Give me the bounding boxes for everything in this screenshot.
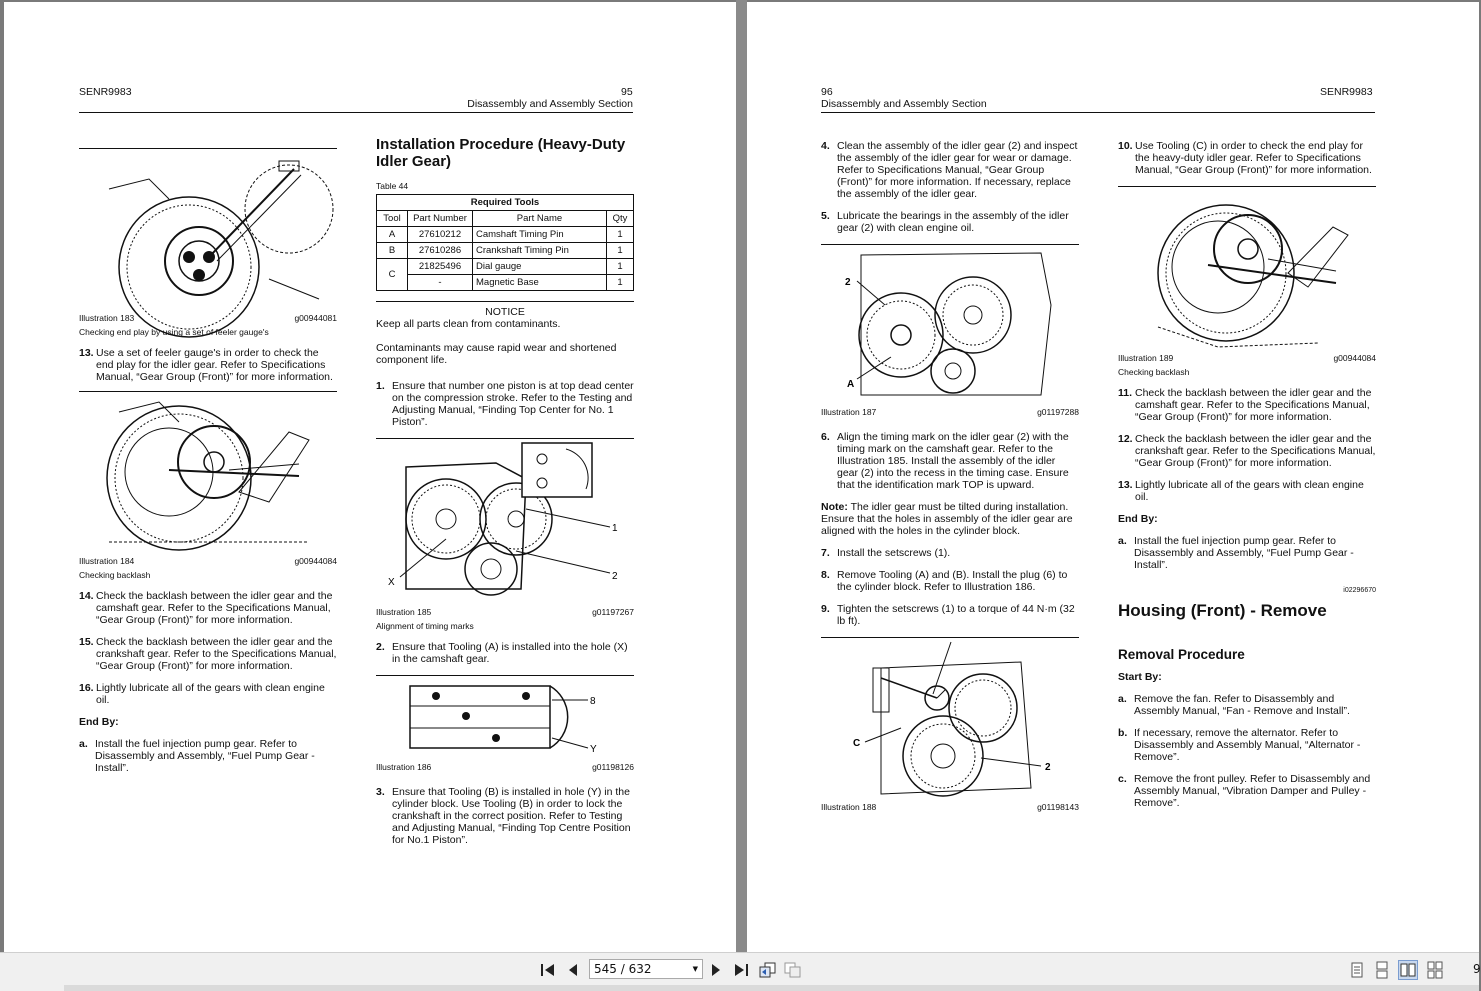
- step-text: Use Tooling (C) in order to check the end play for the heavy-duty idler gear. Refer to Specifications Manual, “Gear Group (Front)” for more information.: [1135, 140, 1372, 176]
- table-cell: 1: [607, 275, 634, 291]
- step-13: [1118, 479, 1376, 503]
- cylinder-block-drawing: [376, 676, 634, 760]
- table-row: [377, 243, 634, 259]
- table-cell: 1: [607, 259, 634, 275]
- step-number: 10.: [1118, 140, 1133, 152]
- illustration-188: [821, 637, 1079, 812]
- doc-code: SENR9983: [79, 86, 132, 98]
- removal-heading: Removal Procedure: [1118, 647, 1245, 662]
- next-page-button[interactable]: [706, 960, 726, 980]
- section-title: Disassembly and Assembly Section: [467, 98, 633, 110]
- figure-label: Illustration 185: [376, 607, 432, 617]
- figure-ref: g01198126: [592, 762, 634, 772]
- note-text: The idler gear must be tilted during installation. Ensure that the holes in assembly of the idler gear are aligned with the holes in the cylinder block.: [821, 501, 1073, 537]
- table-row: [377, 259, 634, 275]
- step-number: 16.: [79, 682, 94, 694]
- page-number: 96: [821, 86, 833, 98]
- previous-page-button[interactable]: [563, 960, 583, 980]
- step-number: 4.: [821, 140, 830, 152]
- go-back-view-button[interactable]: [758, 960, 778, 980]
- timing-marks-drawing: [376, 439, 634, 605]
- notice-text: Contaminants may cause rapid wear and shortened component life.: [376, 342, 617, 366]
- page-number-selector[interactable]: [589, 959, 703, 979]
- step-5: [821, 210, 1079, 234]
- step-number: 3.: [376, 786, 385, 798]
- step-number: a.: [1118, 693, 1127, 705]
- step-text: Check the backlash between the idler gear and the crankshaft gear. Refer to the Specifications Manual, “Gear Group (Front)” for more information.: [1135, 433, 1376, 469]
- continuous-icon: [1375, 962, 1389, 978]
- illustration-184: [79, 391, 337, 580]
- table-cell: 1: [607, 243, 634, 259]
- previous-page-icon: [567, 963, 579, 977]
- illustration-186: [376, 675, 634, 772]
- step-text: Ensure that Tooling (A) is installed into the hole (X) in the camshaft gear.: [392, 641, 628, 665]
- dial-gauge-drawing: [821, 638, 1079, 800]
- start-by-c: [1118, 773, 1376, 809]
- table-cell: 27610286: [408, 243, 473, 259]
- table-row: [377, 275, 634, 291]
- document-id: i02296670: [1343, 587, 1376, 594]
- step-number: 7.: [821, 547, 830, 559]
- step-text: Ensure that number one piston is at top dead center on the compression stroke. Refer to the Testing and Adjusting Manual, “Finding Top Center for No. 1 Piston”.: [392, 380, 634, 428]
- step-text: Install the fuel injection pump gear. Refer to Disassembly and Assembly, “Fuel Pump Gear - Install”.: [95, 738, 315, 774]
- step-number: 8.: [821, 569, 830, 581]
- illustration-185: [376, 438, 634, 631]
- table-cell: Crankshaft Timing Pin: [473, 243, 607, 259]
- illustration-183: [79, 148, 337, 337]
- housing-heading: Housing (Front) - Remove: [1118, 601, 1327, 620]
- callout: Y: [590, 744, 597, 755]
- figure-label: Illustration 183: [79, 313, 135, 323]
- step-number: a.: [1118, 535, 1127, 547]
- callout: 2: [612, 571, 618, 582]
- callout: A: [847, 379, 855, 390]
- single-page-icon: [1350, 962, 1364, 978]
- chevron-down-icon: ▼: [692, 965, 698, 973]
- step-4: [821, 140, 1079, 200]
- page-gutter: [736, 0, 747, 952]
- figure-ref: g01197288: [1037, 407, 1079, 417]
- start-by-label: Start By:: [1118, 671, 1162, 683]
- step-10: [1118, 140, 1376, 176]
- last-page-button[interactable]: [731, 960, 751, 980]
- step-14: [79, 590, 337, 626]
- table-cell: B: [377, 243, 408, 259]
- left-column: [79, 148, 337, 774]
- step-text: Check the backlash between the idler gear and the camshaft gear. Refer to the Specifications Manual, “Gear Group (Front)” for more information.: [1135, 387, 1372, 423]
- callout: 2: [1045, 762, 1051, 773]
- step-16: [79, 682, 337, 706]
- last-page-icon: [733, 963, 749, 977]
- table-cell: -: [408, 275, 473, 291]
- step-number: 13.: [1118, 479, 1133, 491]
- figure-caption: Alignment of timing marks: [376, 621, 474, 631]
- page-number: 95: [621, 86, 633, 98]
- callout: C: [853, 738, 861, 749]
- required-tools-table: [376, 194, 634, 291]
- table-cell: Camshaft Timing Pin: [473, 227, 607, 243]
- step-number: 13.: [79, 347, 94, 359]
- step-text: Install the setscrews (1).: [837, 547, 951, 559]
- step-number: 15.: [79, 636, 94, 648]
- step-number: a.: [79, 738, 88, 750]
- table-cell: Dial gauge: [473, 259, 607, 275]
- step-9: [821, 603, 1079, 627]
- left-column: [821, 130, 1079, 816]
- right-page: [747, 2, 1479, 952]
- step-text: Remove the fan. Refer to Disassembly and Assembly Manual, “Fan - Remove and Install”.: [1134, 693, 1350, 717]
- figure-ref: g00944081: [294, 313, 337, 323]
- step-text: Remove Tooling (A) and (B). Install the plug (6) to the cylinder block. Refer to Illustration 186.: [837, 569, 1068, 593]
- figure-caption: Checking end play by using a set of feeler gauge's: [79, 327, 269, 337]
- next-page-icon: [710, 963, 722, 977]
- note-label: Note:: [821, 501, 848, 513]
- table-cell: 1: [607, 227, 634, 243]
- start-by-b: [1118, 727, 1376, 763]
- step-number: 14.: [79, 590, 94, 602]
- end-by-a: [1118, 535, 1376, 571]
- zoom-level[interactable]: 9: [1473, 962, 1481, 976]
- table-row: [377, 227, 634, 243]
- step-text: Install the fuel injection pump gear. Refer to Disassembly and Assembly, “Fuel Pump Gear - Install”.: [1134, 535, 1354, 571]
- illustration-187: [821, 244, 1079, 417]
- step-text: Tighten the setscrews (1) to a torque of 44 N·m (32 lb ft).: [837, 603, 1075, 627]
- start-by-a: [1118, 693, 1376, 717]
- left-page: [4, 2, 736, 952]
- step-text: Check the backlash between the idler gear and the camshaft gear. Refer to the Specifications Manual, “Gear Group (Front)” for more information.: [96, 590, 333, 626]
- continuous-facing-view-button[interactable]: [1425, 960, 1445, 980]
- gear-endplay-drawing: [79, 149, 337, 311]
- column-header: Part Number: [408, 211, 473, 227]
- right-column: [1118, 130, 1376, 809]
- right-column: [376, 136, 634, 846]
- step-number: 9.: [821, 603, 830, 615]
- step-3: [376, 786, 634, 846]
- installation-heading: Installation Procedure (Heavy-Duty Idler Gear): [376, 136, 626, 170]
- figure-ref: g00944084: [294, 556, 337, 566]
- first-page-button[interactable]: [538, 960, 558, 980]
- end-by-label: End By:: [1118, 513, 1158, 525]
- notice-box: [376, 301, 634, 366]
- step-text: Lightly lubricate all of the gears with clean engine oil.: [1135, 479, 1364, 503]
- step-text: Remove the front pulley. Refer to Disassembly and Assembly Manual, “Vibration Damper and Pulley - Remove”.: [1134, 773, 1371, 809]
- step-text: Check the backlash between the idler gear and the crankshaft gear. Refer to the Specifications Manual, “Gear Group (Front)” for more information.: [96, 636, 337, 672]
- page-indicator: 545 / 632: [594, 962, 652, 976]
- figure-label: Illustration 187: [821, 407, 877, 417]
- step-text: Clean the assembly of the idler gear (2) and inspect the assembly of the idler gear for wear or damage. Refer to Specifications Manual, “Gear Group (Front)” for more information. If necessary, replace the assembly of the idler gear.: [837, 140, 1078, 200]
- continuous-view-button[interactable]: [1372, 960, 1392, 980]
- table-title: Required Tools: [377, 195, 634, 211]
- table-cell: A: [377, 227, 408, 243]
- table-cell: C: [377, 259, 408, 291]
- step-13: [79, 347, 337, 383]
- step-text: Lightly lubricate all of the gears with clean engine oil.: [96, 682, 325, 706]
- table-label: Table 44: [376, 181, 409, 191]
- figure-caption: Checking backlash: [79, 570, 151, 580]
- figure-label: Illustration 186: [376, 762, 432, 772]
- horizontal-scrollbar[interactable]: [64, 985, 1479, 991]
- figure-ref: g00944084: [1333, 353, 1376, 363]
- figure-label: Illustration 189: [1118, 353, 1174, 363]
- illustration-189: [1118, 186, 1376, 377]
- figure-label: Illustration 188: [821, 802, 877, 812]
- callout: 8: [590, 696, 596, 707]
- step-15: [79, 636, 337, 672]
- end-by-label: End By:: [79, 716, 119, 728]
- viewer-toolbar: [0, 952, 1479, 991]
- step-7: [821, 547, 1079, 559]
- step-number: 12.: [1118, 433, 1133, 445]
- step-text: If necessary, remove the alternator. Refer to Disassembly and Assembly Manual, “Alternator - Remove”.: [1134, 727, 1361, 763]
- notice-title: NOTICE: [485, 306, 525, 318]
- step-2: [376, 641, 634, 665]
- column-header: Qty: [607, 211, 634, 227]
- step-number: c.: [1118, 773, 1127, 785]
- step-number: 2.: [376, 641, 385, 653]
- callout: 1: [612, 523, 618, 534]
- table-cell: Magnetic Base: [473, 275, 607, 291]
- column-header: Tool: [377, 211, 408, 227]
- column-header: Part Name: [473, 211, 607, 227]
- figure-ref: g01198143: [1037, 802, 1079, 812]
- figure-caption: Checking backlash: [1118, 367, 1190, 377]
- gear-backlash-drawing: [79, 392, 337, 554]
- go-forward-view-icon: [784, 962, 802, 978]
- figure-ref: g01197267: [592, 607, 634, 617]
- facing-pages-view-button[interactable]: [1398, 960, 1418, 980]
- step-1: [376, 380, 634, 428]
- callout: X: [388, 577, 395, 588]
- go-forward-view-button[interactable]: [783, 960, 803, 980]
- single-page-view-button[interactable]: [1347, 960, 1367, 980]
- step-number: 5.: [821, 210, 830, 222]
- facing-pages-icon: [1400, 963, 1416, 977]
- step-8: [821, 569, 1079, 593]
- idler-gear-install-drawing: [821, 245, 1079, 405]
- step-text: Use a set of feeler gauge's in order to check the end play for the idler gear. Refer to Specifications Manual, “Gear Group (Front)” for more information.: [96, 347, 333, 383]
- table-cell: 21825496: [408, 259, 473, 275]
- step-11: [1118, 387, 1376, 423]
- step-6: [821, 431, 1079, 491]
- figure-label: Illustration 184: [79, 556, 135, 566]
- doc-code: SENR9983: [1320, 86, 1373, 98]
- header-rule: [79, 112, 633, 113]
- step-number: b.: [1118, 727, 1128, 739]
- step-text: Align the timing mark on the idler gear (2) with the timing mark on the camshaft gear. Refer to the Illustration 185. Install the assembly of the idler gear (2) into the recess in the timing case. Ensure that the identification mark TOP is upward.: [837, 431, 1069, 491]
- note-paragraph: [821, 501, 1079, 537]
- backlash-check-drawing: [1118, 187, 1376, 351]
- step-text: Ensure that Tooling (B) is installed in hole (Y) in the cylinder block. Use Tooling (B) in order to lock the crankshaft in the correct position. Refer to Testing and Adjusting Manual, “Finding Top Centre Position for No.1 Piston”.: [392, 786, 631, 846]
- continuous-facing-icon: [1427, 962, 1443, 978]
- step-number: 11.: [1118, 387, 1133, 399]
- step-text: Lubricate the bearings in the assembly of the idler gear (2) with clean engine oil.: [837, 210, 1069, 234]
- first-page-icon: [540, 963, 556, 977]
- step-number: 6.: [821, 431, 830, 443]
- table-cell: 27610212: [408, 227, 473, 243]
- notice-text: Keep all parts clean from contaminants.: [376, 318, 561, 330]
- end-by-a: [79, 738, 337, 774]
- section-title: Disassembly and Assembly Section: [821, 98, 987, 110]
- callout: 2: [845, 277, 851, 288]
- go-back-view-icon: [759, 962, 777, 978]
- step-number: 1.: [376, 380, 385, 392]
- header-rule: [821, 112, 1375, 113]
- step-12: [1118, 433, 1376, 469]
